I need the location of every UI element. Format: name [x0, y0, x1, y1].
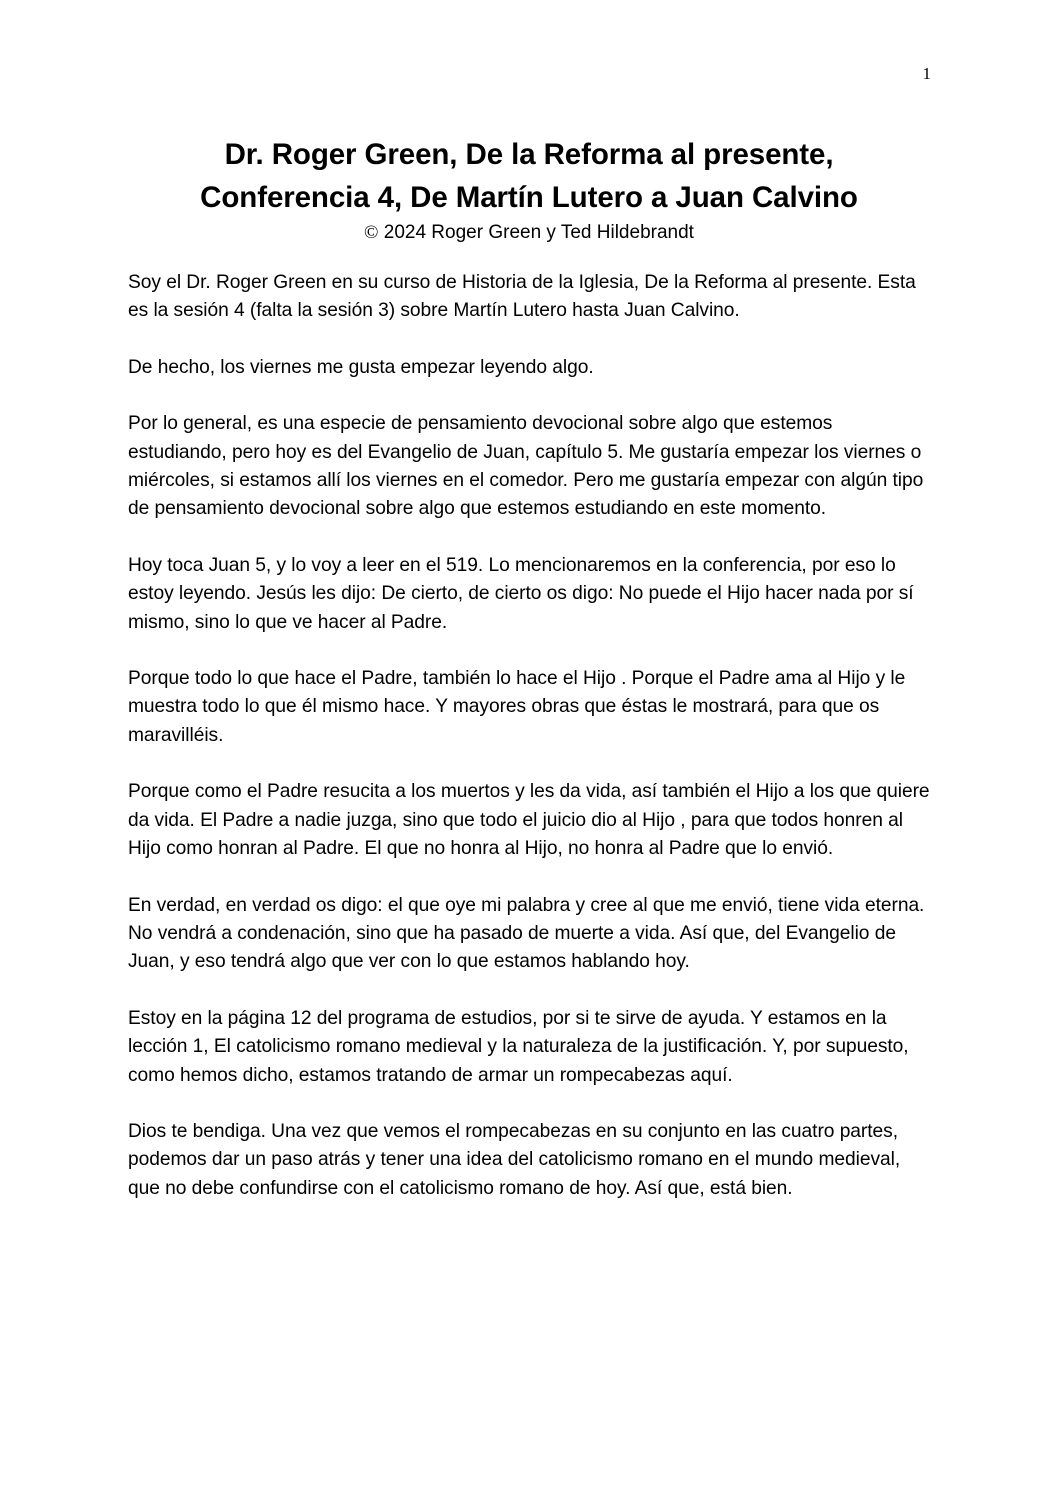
paragraph: Por lo general, es una especie de pensamiento devocional sobre algo que estemos estudiando, pero hoy es del Evangelio de Juan, capítulo 5. Me gustaría empezar los viernes o miércoles, si estamos allí los viernes en el comedor. Pero me gustaría empezar con algún tipo de pensamiento devocional sobre algo que estemos estudiando en este momento. — [128, 413, 924, 520]
paragraph: Porque todo lo que hace el Padre, también lo hace el Hijo . Porque el Padre ama al Hijo y le muestra todo lo que él mismo hace. Y mayores obras que éstas le mostrará, para que os maravilléis. — [128, 668, 906, 746]
document-body — [128, 269, 933, 1231]
copyright-line — [0, 219, 1058, 246]
paragraph: Soy el Dr. Roger Green en su curso de Historia de la Iglesia, De la Reforma al presente. Esta es la sesión 4 (falta la sesión 3) sobre Martín Lutero hasta Juan Calvino. — [128, 272, 916, 322]
page-number: 1 — [922, 64, 931, 83]
paragraph: Hoy toca Juan 5, y lo voy a leer en el 519. Lo mencionaremos en la conferencia, por eso lo estoy leyendo. Jesús les dijo: De cierto, de cierto os digo: No puede el Hijo hacer nada por sí mismo, sino lo que ve hacer al Padre. — [128, 554, 914, 633]
paragraph: De hecho, los viernes me gusta empezar leyendo algo. — [128, 356, 594, 378]
copyright-text: 2024 Roger Green y Ted Hildebrandt — [378, 222, 694, 243]
copyright-symbol: © — [364, 222, 379, 243]
paragraph: Estoy en la página 12 del programa de estudios, por si te sirve de ayuda. Y estamos en la lección 1, El catolicismo romano medieval y la naturaleza de la justificación. Y, por supuesto, como hemos dicho, estamos tratando de armar un rompecabezas aquí. — [128, 1007, 909, 1086]
paragraph: En verdad, en verdad os digo: el que oye mi palabra y cree al que me envió, tiene vida eterna. No vendrá a condenación, sino que ha pasado de muerte a vida. Así que, del Evangelio de Juan, y eso tendrá algo que ver con lo que estamos hablando hoy. — [128, 894, 925, 973]
paragraph: Porque como el Padre resucita a los muertos y les da vida, así también el Hijo a los que quiere da vida. El Padre a nadie juzga, sino que todo el juicio dio al Hijo , para que todos honren al Hijo como honran al Padre. El que no honra al Hijo, no honra al Padre que lo envió. — [128, 781, 930, 860]
document-title — [0, 133, 1058, 219]
title-line-1: Dr. Roger Green, De la Reforma al presente, — [224, 138, 834, 171]
paragraph: Dios te bendiga. Una vez que vemos el rompecabezas en su conjunto en las cuatro partes, podemos dar un paso atrás y tener una idea del catolicismo romano en el mundo medieval, que no debe confundirse con el catolicismo romano de hoy. Así que, está bien. — [128, 1120, 901, 1199]
document-header — [0, 133, 1058, 246]
title-line-2: Conferencia 4, De Martín Lutero a Juan Calvino — [200, 181, 858, 214]
